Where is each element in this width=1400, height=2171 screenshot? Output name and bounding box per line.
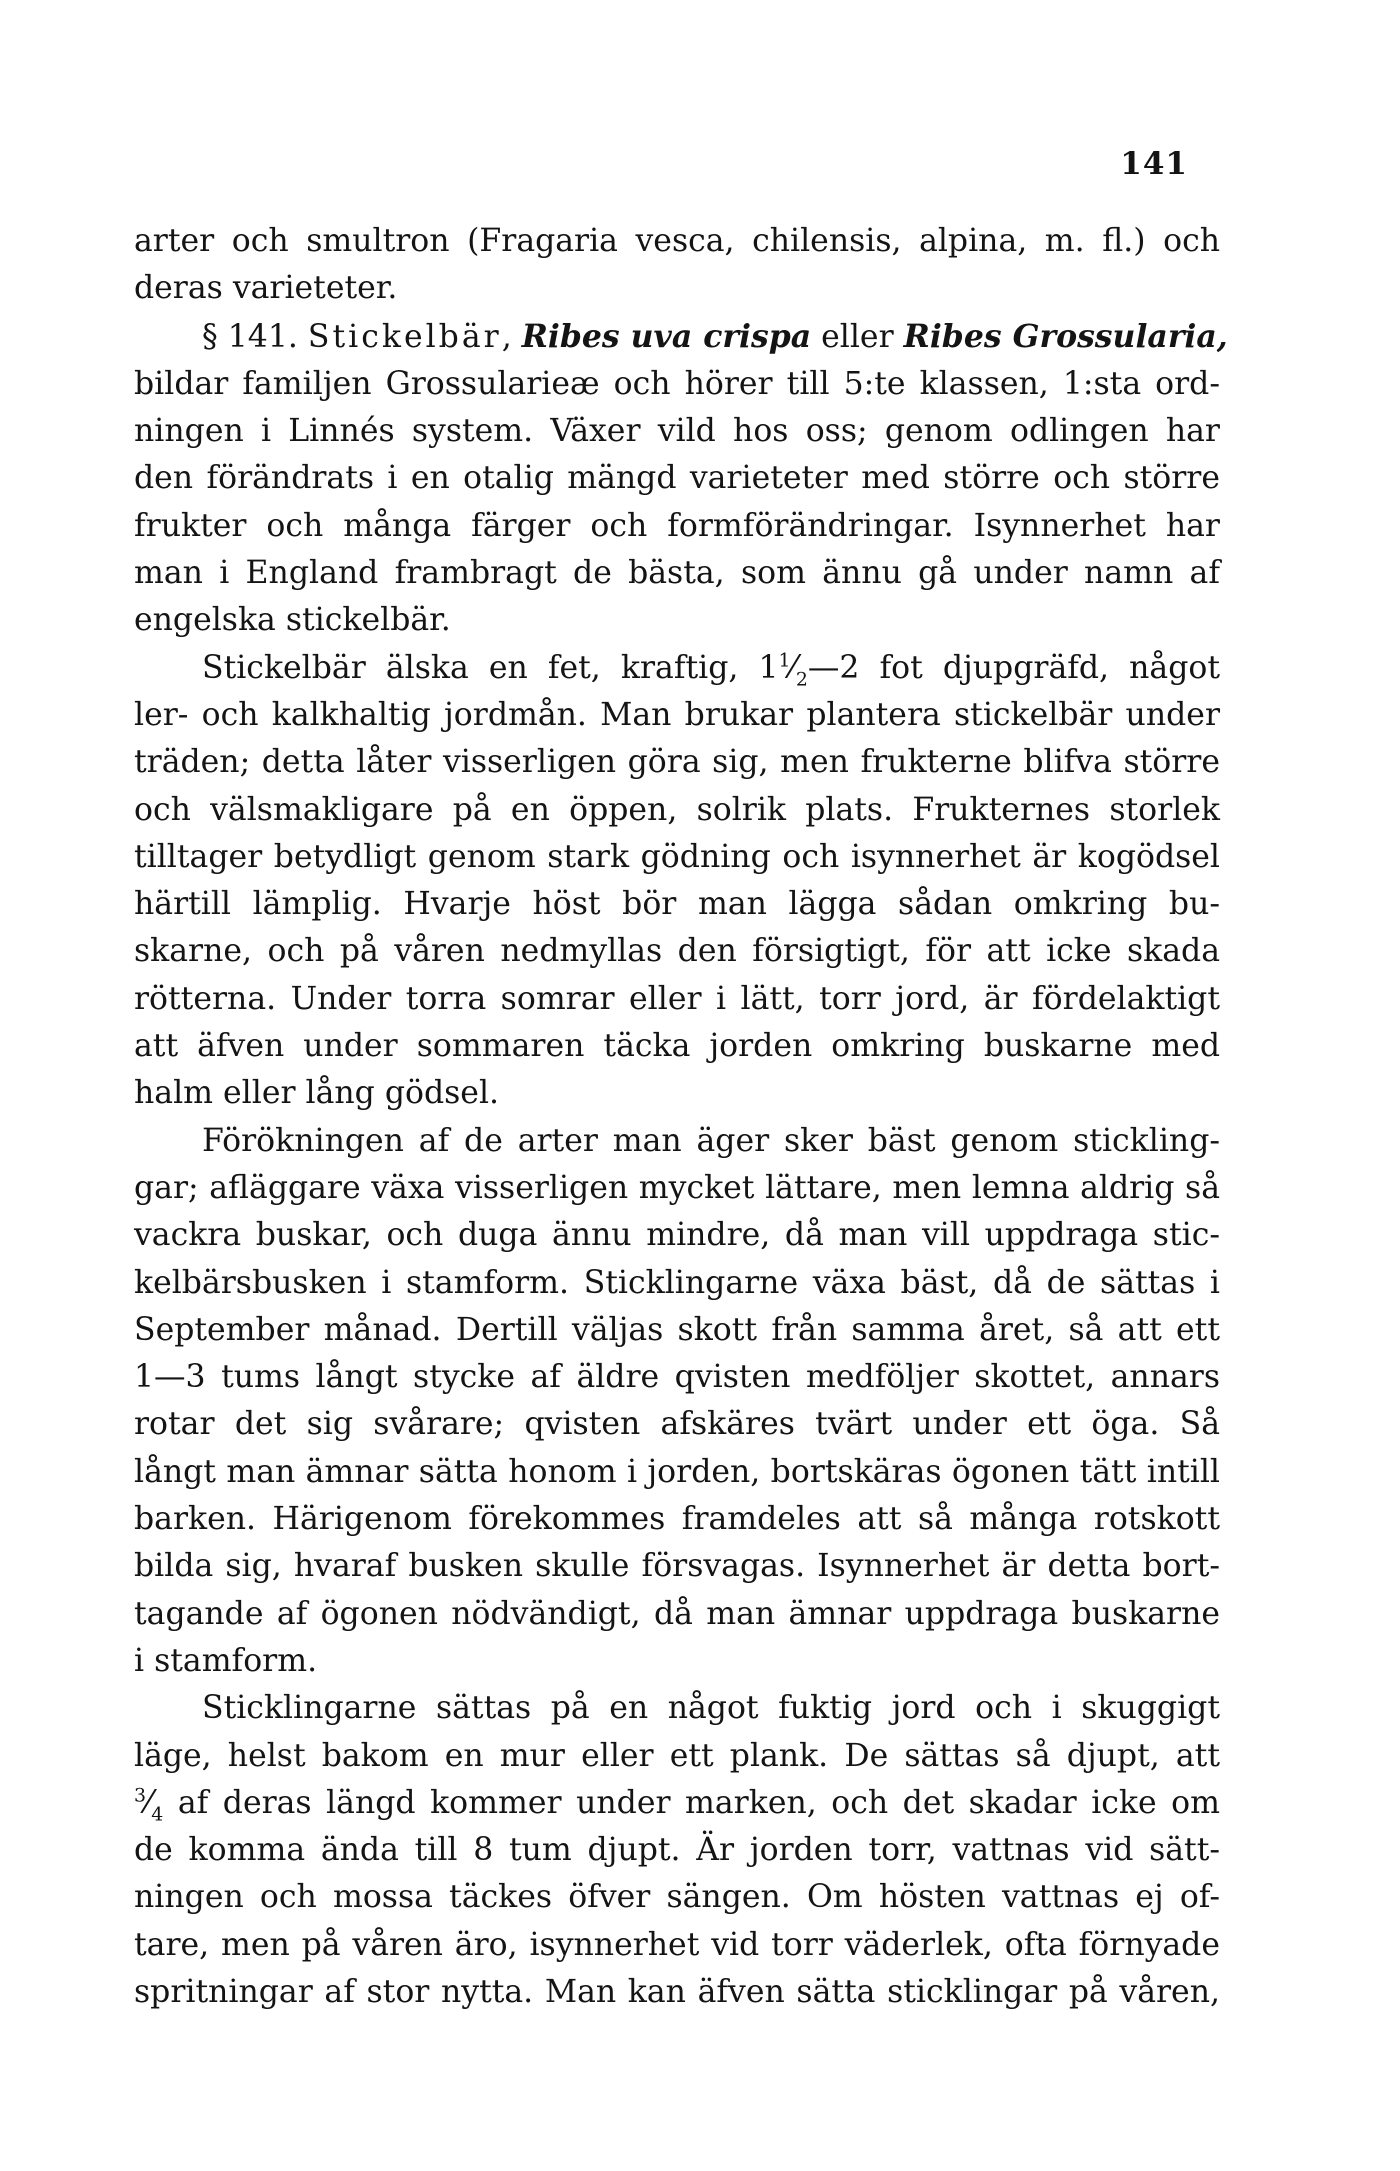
- fraction-denominator: 4: [151, 1803, 164, 1826]
- text-line: $^3⁄_4$ af deras längd kommer under marken, och det skadar icke om: [134, 1784, 1220, 1826]
- text-line: tagande af ögonen nödvändigt, då man ämnar uppdraga buskarne: [134, 1595, 1220, 1632]
- text-line: arter och smultron (Fragaria vesca, chilensis, alpina, m. fl.) och: [134, 223, 1220, 259]
- text-line: Stickelbär älska en fet, kraftig, $1^1⁄_2—2$ fot djupgräfd, något: [202, 649, 1220, 690]
- text-line: skarne, och på våren nedmyllas den försigtigt, för att icke skada: [134, 933, 1220, 970]
- latin-name: Ribes Grossularia,: [903, 317, 1228, 355]
- text-line: träden; detta låter visserligen göra sig, men frukterne blifva större: [134, 744, 1220, 781]
- text-fragment: eller: [811, 318, 904, 355]
- text-line: den förändrats i en otalig mängd varieteter med större och större: [134, 460, 1220, 497]
- text-line: tare, men på våren äro, isynnerhet vid torr väderlek, ofta förnyade: [134, 1926, 1220, 1963]
- text-line: bilda sig, hvaraf busken skulle försvagas. Isynnerhet är detta bort-: [134, 1548, 1220, 1585]
- page-number: 141: [1120, 146, 1188, 182]
- text-line: engelska stickelbär.: [134, 602, 451, 639]
- text-line: deras varieteter.: [134, 270, 398, 307]
- section-title: Stickelbär: [307, 318, 502, 355]
- text-line: ningen och mossa täckes öfver sängen. Om hösten vattnas ej of-: [134, 1879, 1220, 1916]
- text-line: man i England frambragt de bästa, som ännu gå under namn af: [134, 555, 1220, 592]
- fraction-numerator: 1: [778, 649, 791, 672]
- text-line: rotar det sig svårare; qvisten afskäres tvärt under ett öga. Så: [134, 1406, 1220, 1443]
- section-number: § 141.: [202, 318, 308, 355]
- text-line: läge, helst bakom en mur eller ett plank. De sättas så djupt, att: [134, 1737, 1220, 1774]
- text-line: ler- och kalkhaltig jordmån. Man brukar plantera stickelbär under: [134, 696, 1220, 733]
- text-line: Sticklingarne sättas på en något fuktig jord och i skuggigt: [202, 1690, 1220, 1727]
- text-line: de komma ända till 8 tum djupt. Är jorden torr, vattnas vid sätt-: [134, 1832, 1220, 1869]
- text-line: i stamform.: [134, 1642, 318, 1679]
- text-fragment: Stickelbär älska en fet, kraftig, 1: [202, 649, 779, 686]
- text-line: spritningar af stor nytta. Man kan äfven sätta sticklingar på våren,: [134, 1973, 1220, 2010]
- text-fragment: ,: [501, 318, 522, 355]
- text-line: att äfven under sommaren täcka jorden omkring buskarne med: [134, 1028, 1220, 1065]
- section-heading-line: [134, 313, 1228, 361]
- text-line: 1—3 tums långt stycke af äldre qvisten medföljer skottet, annars: [134, 1359, 1220, 1396]
- fraction-denominator: 2: [795, 667, 808, 690]
- latin-name: Ribes uva crispa: [521, 317, 812, 355]
- text-line: bildar familjen Grossularieæ och hörer till 5:te klassen, 1:sta ord-: [134, 365, 1220, 402]
- text-line: halm eller lång gödsel.: [134, 1075, 500, 1112]
- text-line: och välsmakligare på en öppen, solrik plats. Frukternes storlek: [134, 791, 1220, 828]
- text-line: tilltager betydligt genom stark gödning och isynnerhet är kogödsel: [134, 838, 1220, 875]
- text-line: ningen i Linnés system. Växer vild hos oss; genom odlingen har: [134, 413, 1220, 450]
- text-line: kelbärsbusken i stamform. Sticklingarne växa bäst, då de sättas i: [134, 1264, 1220, 1301]
- text-line: rötterna. Under torra somrar eller i lätt, torr jord, är fördelaktigt: [134, 980, 1220, 1017]
- text-line: Förökningen af de arter man äger sker bäst genom stickling-: [202, 1122, 1220, 1159]
- text-line: gar; afläggare växa visserligen mycket lättare, men lemna aldrig så: [134, 1169, 1220, 1206]
- text-fragment: af deras längd kommer under marken, och det skadar icke om: [163, 1784, 1220, 1821]
- body-text: [134, 218, 1228, 2016]
- text-fragment: —2 fot djupgräfd, något: [807, 649, 1220, 686]
- text-line: barken. Härigenom förekommes framdeles att så många rotskott: [134, 1501, 1220, 1538]
- fraction-numerator: 3: [134, 1784, 147, 1807]
- text-line: September månad. Dertill väljas skott från samma året, så att ett: [134, 1311, 1220, 1348]
- text-line: härtill lämplig. Hvarje höst bör man lägga sådan omkring bu-: [134, 886, 1220, 923]
- text-line: frukter och många färger och formförändringar. Isynnerhet har: [134, 507, 1220, 544]
- text-line: långt man ämnar sätta honom i jorden, bortskäras ögonen tätt intill: [134, 1453, 1220, 1490]
- text-line: vackra buskar, och duga ännu mindre, då man vill uppdraga stic-: [134, 1217, 1220, 1254]
